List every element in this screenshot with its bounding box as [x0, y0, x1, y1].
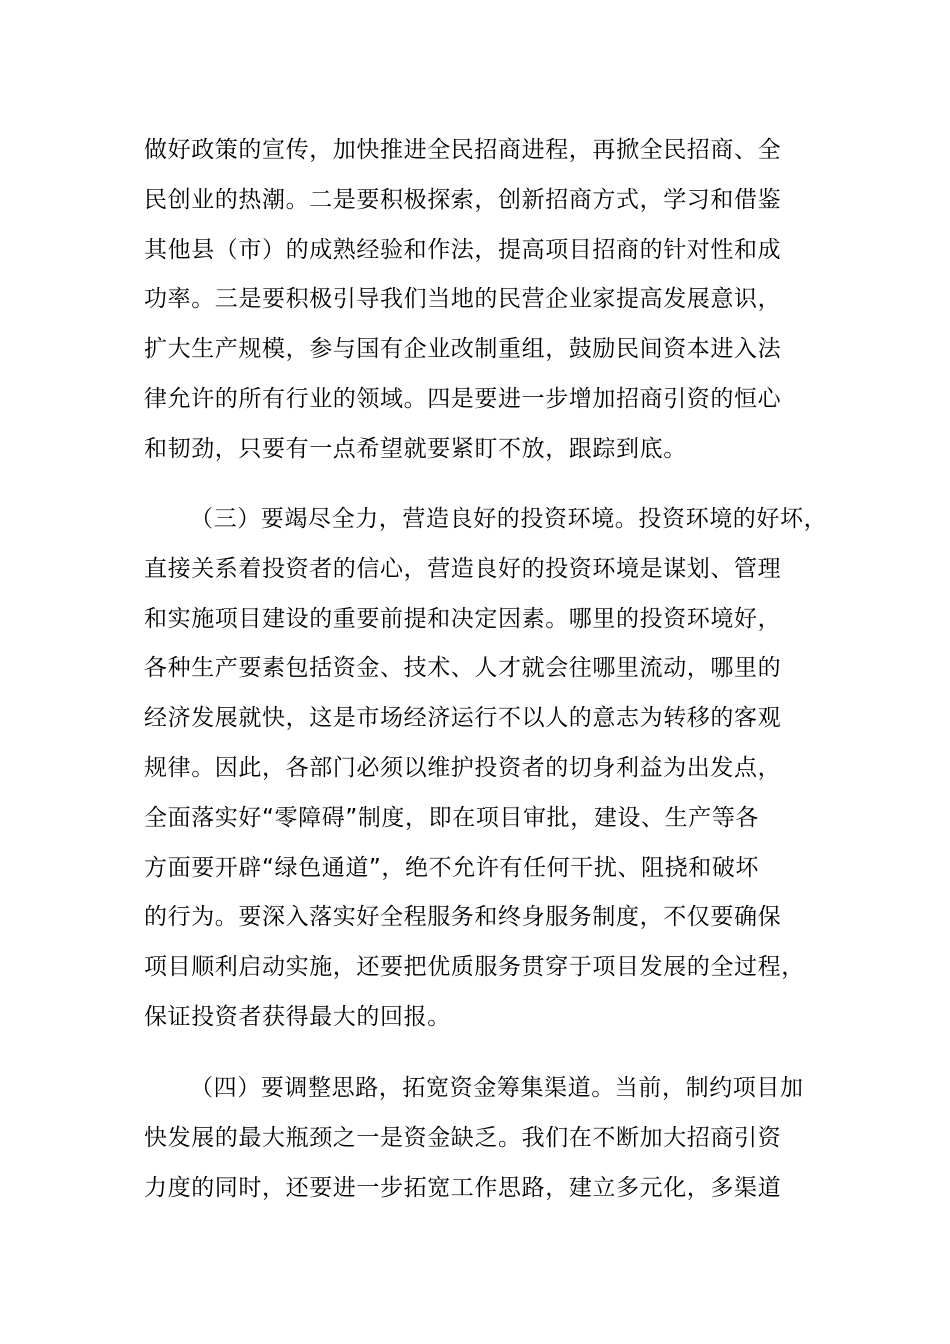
text-line: 规律。因此，各部门必须以维护投资者的切身利益为出发点，	[144, 754, 782, 781]
text-line: 民创业的热潮。二是要积极探索，创新招商方式，学习和借鉴	[144, 186, 782, 213]
text-line: 方面要开辟“绿色通道”，绝不允许有任何干扰、阻挠和破坏	[144, 854, 760, 881]
text-line: 其他县（市）的成熟经验和作法，提高项目招商的针对性和成	[144, 236, 782, 263]
paragraph-continued	[144, 126, 814, 475]
text-line: 快发展的最大瓶颈之一是资金缺乏。我们在不断加大招商引资	[144, 1124, 782, 1151]
text-line: 保证投资者获得最大的回报。	[144, 1003, 451, 1030]
text-line: 的行为。要深入落实好全程服务和终身服务制度，不仅要确保	[144, 904, 782, 931]
text-line: （三）要竭尽全力，营造良好的投资环境。投资环境的好坏，	[190, 506, 828, 532]
text-line: 做好政策的宣传，加快推进全民招商进程，再掀全民招商、全	[144, 137, 782, 163]
text-line: 力度的同时，还要进一步拓宽工作思路，建立多元化，多渠道	[144, 1174, 782, 1201]
text-line: 和实施项目建设的重要前提和决定因素。哪里的投资环境好，	[144, 605, 782, 632]
paragraph-section-4	[144, 1064, 814, 1213]
paragraph-section-3	[144, 495, 828, 1043]
text-line: （四）要调整思路，拓宽资金筹集渠道。当前，制约项目加	[190, 1075, 804, 1101]
text-line: 直接关系着投资者的信心，营造良好的投资环境是谋划、管理	[144, 555, 782, 582]
text-line: 律允许的所有行业的领域。四是要进一步增加招商引资的恒心	[144, 385, 782, 412]
text-line: 经济发展就快，这是市场经济运行不以人的意志为转移的客观	[144, 705, 782, 732]
text-line: 扩大生产规模，参与国有企业改制重组，鼓励民间资本进入法	[144, 336, 782, 363]
text-line: 项目顺利启动实施，还要把优质服务贯穿于项目发展的全过程，	[144, 954, 805, 981]
text-line: 和韧劲，只要有一点希望就要紧盯不放，跟踪到底。	[144, 435, 687, 462]
text-line: 功率。三是要积极引导我们当地的民营企业家提高发展意识，	[144, 286, 782, 313]
text-line: 全面落实好“零障碍”制度，即在项目审批，建设、生产等各	[144, 804, 760, 831]
text-line: 各种生产要素包括资金、技术、人才就会往哪里流动，哪里的	[144, 655, 782, 682]
